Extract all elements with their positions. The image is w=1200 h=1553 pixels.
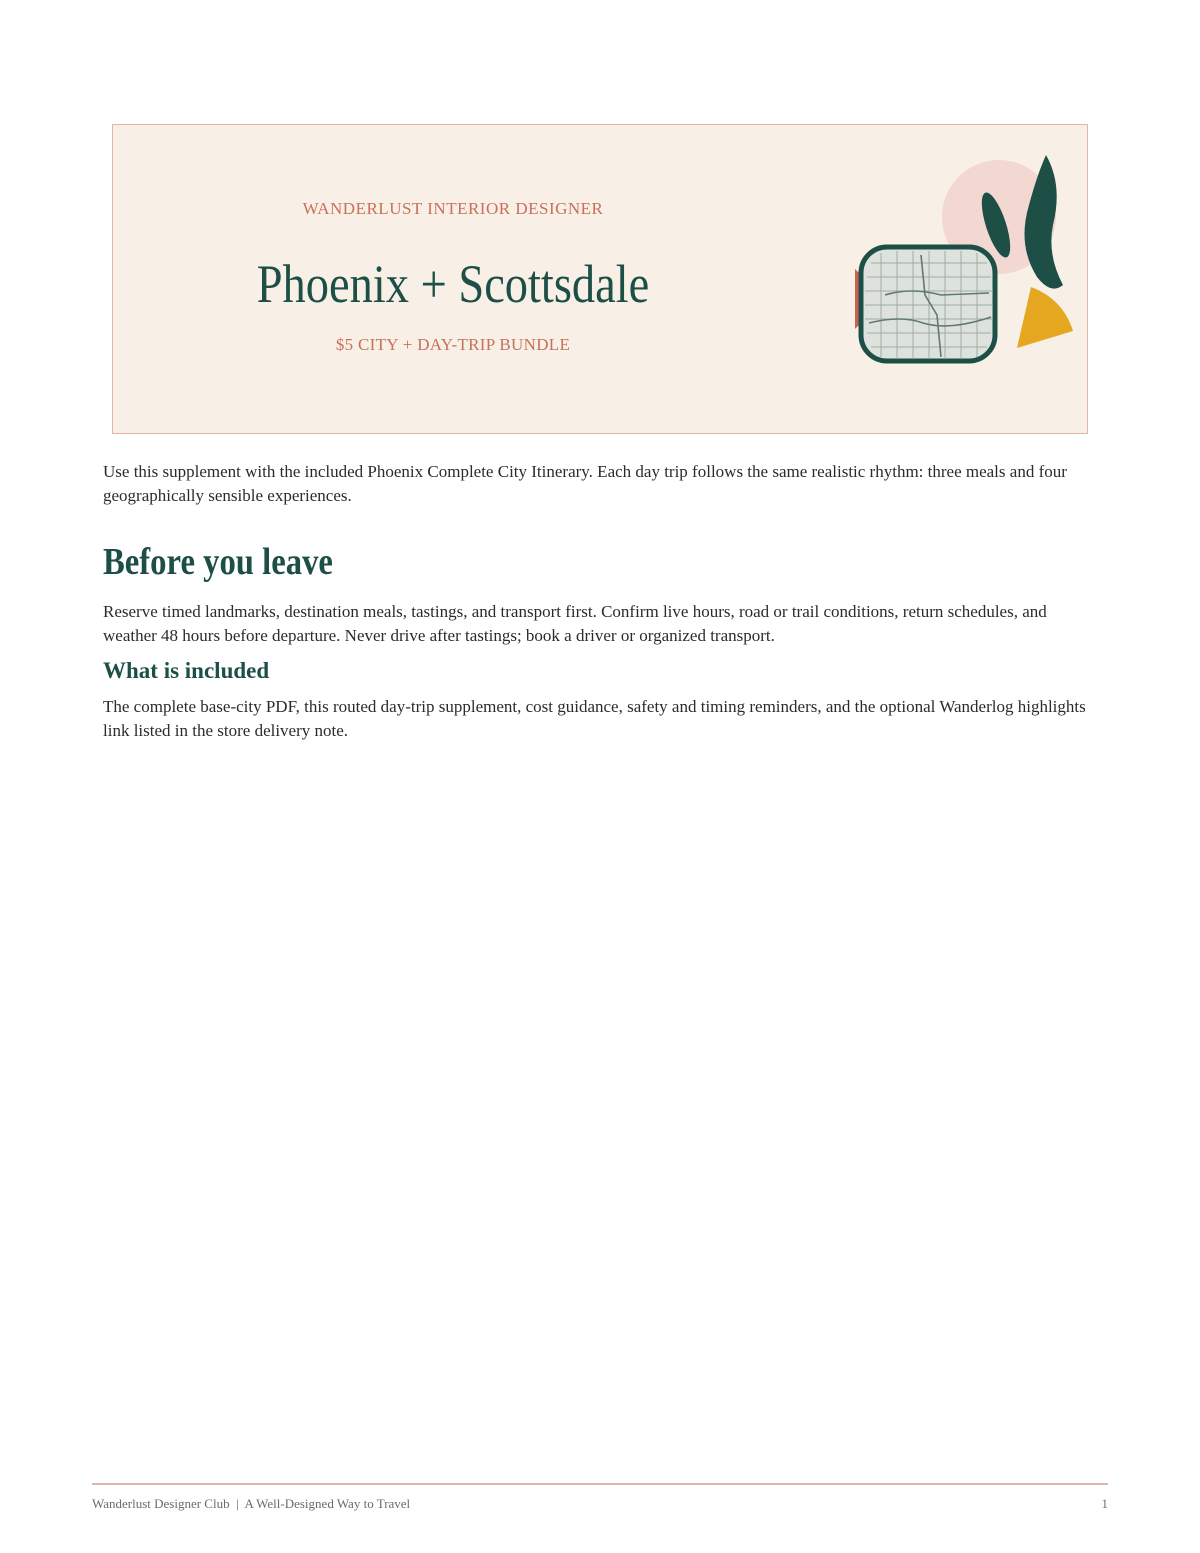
decorative-illustration xyxy=(841,145,1081,375)
subsection-paragraph: The complete base-city PDF, this routed day-trip supplement, cost guidance, safety and timing reminders, and the optional Wanderlog highlights link listed in the store delivery note. xyxy=(103,697,1086,740)
page-title: Phoenix + Scottsdale xyxy=(256,254,650,314)
hero-banner xyxy=(112,124,1088,434)
mustard-shape xyxy=(1017,287,1073,348)
section-paragraph: Reserve timed landmarks, destination meals, tastings, and transport first. Confirm live hours, road or trail conditions, return schedules, and weather 48 hours before departure. Never drive after tastings; book a driver or organized transport. xyxy=(103,602,1047,645)
section-heading-before-you-leave: Before you leave xyxy=(103,541,333,583)
footer-text: Wanderlust Designer Club | A Well-Designed Way to Travel xyxy=(92,1496,411,1511)
hero-kicker: WANDERLUST INTERIOR DESIGNER xyxy=(302,199,604,218)
page-number: 1 xyxy=(1101,1496,1108,1511)
intro-paragraph: Use this supplement with the included Phoenix Complete City Itinerary. Each day trip follows the same realistic rhythm: three meals and four geographically sensible experiences. xyxy=(103,462,1067,505)
footer-divider xyxy=(92,1483,1108,1485)
city-map-icon xyxy=(861,247,995,361)
subsection-heading-what-is-included: What is included xyxy=(103,658,270,683)
hero-subtitle: $5 CITY + DAY-TRIP BUNDLE xyxy=(335,335,571,354)
